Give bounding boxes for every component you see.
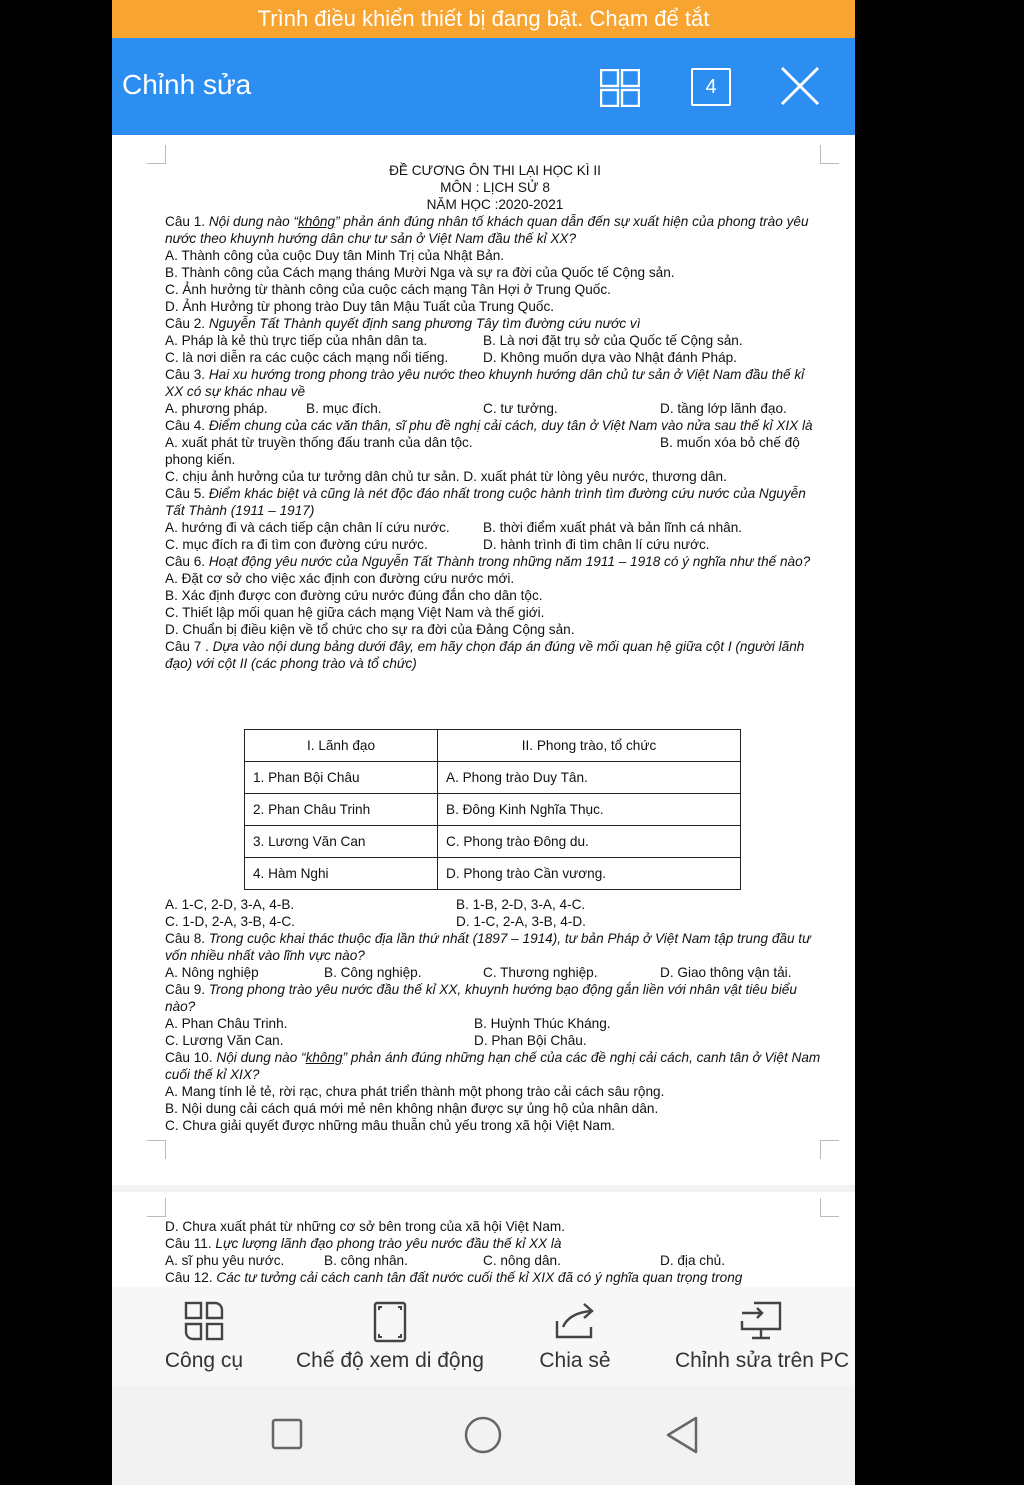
question-label: Câu 10.: [165, 1050, 213, 1065]
document-text: [165, 162, 825, 672]
question-11: [165, 1235, 825, 1252]
answer: D. Phan Bội Châu.: [474, 1033, 587, 1048]
answer-row: [165, 349, 825, 366]
share-icon: [553, 1301, 597, 1341]
question-2: [165, 315, 825, 332]
table-cell: A. Phong trào Duy Tân.: [438, 762, 741, 794]
question-text: Nội dung nào “: [205, 214, 299, 229]
edit-on-pc-button[interactable]: [672, 1287, 852, 1385]
question-text: ” phản ánh đúng những hạn chế của các đề nghị cải cách, canh tân ở Việt Nam cuối thế kỉ XIX?: [165, 1050, 821, 1082]
question-text: Hoạt động yêu nước của Nguyễn Tất Thành trong những năm 1911 – 1918 có ý nghĩa như thế nào?: [205, 554, 811, 569]
answer: A. Đặt cơ sở cho việc xác định con đường cứu nước mới.: [165, 571, 515, 586]
answer-row: [165, 964, 825, 981]
table-cell: 1. Phan Bội Châu: [245, 762, 438, 794]
answer: B. Công nghiệp.: [324, 965, 422, 980]
mobile-view-icon: [373, 1301, 407, 1343]
question-text: Điểm chung của các văn thân, sĩ phu đề nghị cải cách, duy tân ở Việt Nam vào nửa sau thế kỉ XIX là: [205, 418, 813, 433]
question-6: [165, 553, 825, 570]
answer: C. Thiết lập mối quan hệ giữa cách mạng Việt Nam và thế giới.: [165, 605, 545, 620]
app-bar: [112, 38, 855, 135]
table-header-cell: II. Phong trào, tổ chức: [438, 730, 741, 762]
table-cell: 4. Hàm Nghi: [245, 858, 438, 890]
answer: A. xuất phát từ truyền thống đấu tranh của dân tộc.: [165, 435, 473, 450]
table-cell: D. Phong trào Cần vương.: [438, 858, 741, 890]
close-icon[interactable]: [780, 66, 820, 106]
answer: B. Là nơi đặt trụ sở của Quốc tế Cộng sản.: [483, 333, 743, 348]
question-9: [165, 981, 825, 1015]
answer: C. Ảnh hưởng từ thành công của cuộc cách mạng Tân Hợi ở Trung Quốc.: [165, 282, 611, 297]
answer-row: [165, 1032, 825, 1049]
question-label: Câu 6.: [165, 554, 206, 569]
edit-on-pc-icon: [740, 1301, 782, 1341]
answer: C. nông dân.: [483, 1253, 561, 1268]
back-icon[interactable]: [665, 1415, 699, 1455]
phone-screen: [112, 0, 855, 1485]
answer: C. là nơi diễn ra các cuộc cách mạng nổi tiếng.: [165, 350, 449, 365]
question-label: Câu 8.: [165, 931, 206, 946]
question-label: Câu 3.: [165, 367, 206, 382]
answer: A. Pháp là kẻ thù trực tiếp của nhân dân ta.: [165, 333, 428, 348]
driver-notification-banner[interactable]: Trình điều khiển thiết bị đang bật. Chạm để tắt: [112, 0, 855, 38]
recent-apps-icon[interactable]: [271, 1418, 303, 1450]
answer: phong kiến.: [165, 452, 236, 467]
answer: D. hành trình đi tìm chân lí cứu nước.: [483, 537, 710, 552]
answer: C. Thương nghiệp.: [483, 965, 598, 980]
answer: B. muốn xóa bỏ chế độ: [660, 435, 800, 450]
answer: B. Thành công của Cách mạng tháng Mười Nga và sự ra đời của Quốc tế Cộng sản.: [165, 265, 675, 280]
document-page-2: [112, 1192, 855, 1287]
page-corner-mark: [147, 145, 166, 164]
answer-row: [165, 896, 825, 913]
edit-on-pc-label: Chỉnh sửa trên PC: [675, 1349, 849, 1372]
share-button[interactable]: [530, 1287, 620, 1385]
answer: D. Chuẩn bị điều kiện về tổ chức cho sự ra đời của Đảng Cộng sản.: [165, 622, 575, 637]
answer: D. Không muốn dựa vào Nhật đánh Pháp.: [483, 350, 737, 365]
answer: B. 1-B, 2-D, 3-A, 4-C.: [456, 897, 586, 912]
answer: B. mục đích.: [306, 401, 382, 416]
answer: C. tư tưởng.: [483, 401, 558, 416]
doc-subject: MÔN : LỊCH SỬ 8: [440, 180, 550, 195]
question-label: Câu 12.: [165, 1270, 213, 1285]
answer: C. chịu ảnh hưởng của tư tưởng dân chủ tư sản. D. xuất phát từ lòng yêu nước, thương dân.: [165, 469, 727, 484]
document-text-page-2: [165, 1218, 825, 1286]
page-corner-mark: [147, 1198, 166, 1217]
answer: A. phương pháp.: [165, 401, 268, 416]
leader-movement-table: [244, 729, 741, 890]
answer: C. mục đích ra đi tìm con đường cứu nước.: [165, 537, 428, 552]
question-text: Các tư tưởng cải cách canh tân đất nước cuối thế kỉ XIX đã có ý nghĩa quan trọng trong: [212, 1270, 743, 1285]
answer: D. Chưa xuất phát từ những cơ sở bên trong của xã hội Việt Nam.: [165, 1219, 566, 1234]
answer: B. Huỳnh Thúc Kháng.: [474, 1016, 611, 1031]
answer-row: [165, 913, 825, 930]
question-12: [165, 1269, 825, 1286]
answer: D. địa chủ.: [660, 1253, 725, 1268]
table-row: [245, 762, 741, 794]
question-1: [165, 213, 825, 247]
answer-row: [165, 1015, 825, 1032]
question-label: Câu 5.: [165, 486, 206, 501]
table-header-cell: I. Lãnh đạo: [245, 730, 438, 762]
answer: D. Ảnh Hưởng từ phong trào Duy tân Mậu Tuất của Trung Quốc.: [165, 299, 555, 314]
answer: B. công nhân.: [324, 1253, 408, 1268]
document-page-1: [112, 135, 855, 1185]
question-label: Câu 7 .: [165, 639, 209, 654]
page-corner-mark: [147, 1140, 166, 1159]
question-label: Câu 4.: [165, 418, 206, 433]
question-text: Điểm khác biệt và cũng là nét độc đáo nhất trong cuộc hành trình tìm đường cứu nước của Nguyễn Tất Thành (1911 – 1917): [165, 486, 806, 518]
page-corner-mark: [820, 1198, 839, 1217]
question-label: Câu 9.: [165, 982, 206, 997]
answer: C. Chưa giải quyết được những mâu thuẫn chủ yếu trong xã hội Việt Nam.: [165, 1118, 616, 1133]
question-text-underlined: không: [298, 214, 336, 229]
answer: A. hướng đi và cách tiếp cận chân lí cứu nước.: [165, 520, 450, 535]
question-text: Trong cuộc khai thác thuộc địa lần thứ nhất (1897 – 1914), tư bản Pháp ở Việt Nam tập trung đầu tư vốn nhiều nhất vào lĩnh vực nào?: [165, 931, 811, 963]
table-cell: C. Phong trào Đông du.: [438, 826, 741, 858]
answer-row: [165, 332, 825, 349]
bottom-toolbar: [112, 1287, 855, 1385]
answer: C. Lương Văn Can.: [165, 1033, 284, 1048]
answer: A. Thành công của cuộc Duy tân Minh Trị của Nhật Bản.: [165, 248, 505, 263]
answer: D. tầng lớp lãnh đạo.: [660, 401, 787, 416]
question-8: [165, 930, 825, 964]
table-cell: 2. Phan Châu Trinh: [245, 794, 438, 826]
answer: D. 1-C, 2-A, 3-B, 4-D.: [456, 914, 586, 929]
table-row: [245, 826, 741, 858]
answer: A. sĩ phu yêu nước.: [165, 1253, 285, 1268]
question-label: Câu 1.: [165, 214, 206, 229]
question-text: Nguyễn Tất Thành quyết định sang phương Tây tìm đường cứu nước vì: [205, 316, 641, 331]
page-corner-mark: [820, 1140, 839, 1159]
answer-row: [165, 434, 825, 451]
table-cell: B. Đông Kinh Nghĩa Thục.: [438, 794, 741, 826]
answer: D. Giao thông vận tải.: [660, 965, 792, 980]
answer-row: [165, 1252, 825, 1269]
question-3: [165, 366, 825, 400]
question-7: [165, 638, 825, 672]
answer-row: [165, 519, 825, 536]
question-text: Lực lượng lãnh đạo phong trào yêu nước đầu thế kỉ XX là: [211, 1236, 562, 1251]
answer-row: [165, 536, 825, 553]
android-nav-bar: [112, 1385, 855, 1485]
answer: A. Nông nghiệp: [165, 965, 259, 980]
question-text: Hai xu hướng trong phong trào yêu nước theo khuynh hướng dân chủ tư sản ở Việt Nam đầu thế kỉ XX có sự khác nhau về: [165, 367, 805, 399]
question-text: Nội dung nào “: [212, 1050, 306, 1065]
question-4: [165, 417, 825, 434]
table-header-row: [245, 730, 741, 762]
home-icon[interactable]: [463, 1415, 503, 1455]
tools-label: Công cụ: [164, 1349, 244, 1372]
answer: A. Mang tính lẻ tẻ, rời rạc, chưa phát triển thành một phong trào cải cách sâu rộng.: [165, 1084, 665, 1099]
answer-row: [165, 400, 825, 417]
question-text: Trong phong trào yêu nước đầu thế kỉ XX, khuynh hướng bạo động gắn liền với nhân vật tiêu biểu nào?: [165, 982, 797, 1014]
answer: B. Nội dung cải cách quá mới mẻ nên không nhận được sự ủng hộ của nhân dân.: [165, 1101, 659, 1116]
answer: A. Phan Châu Trinh.: [165, 1016, 288, 1031]
question-10: [165, 1049, 825, 1083]
table-cell: 3. Lương Văn Can: [245, 826, 438, 858]
table-row: [245, 794, 741, 826]
answer: C. 1-D, 2-A, 3-B, 4-C.: [165, 914, 295, 929]
question-label: Câu 2.: [165, 316, 206, 331]
page-count-button[interactable]: 4: [691, 68, 731, 106]
app-bar-title: Chỉnh sửa: [122, 69, 252, 100]
table-row: [245, 858, 741, 890]
doc-title: ĐỀ CƯƠNG ÔN THI LẠI HỌC KÌ II: [389, 163, 601, 178]
tools-icon: [184, 1301, 224, 1341]
share-label: Chia sẻ: [539, 1349, 611, 1372]
answer: B. thời điểm xuất phát và bản lĩnh cá nhân.: [483, 520, 743, 535]
doc-year: NĂM HỌC :2020-2021: [426, 197, 564, 212]
question-5: [165, 485, 825, 519]
answer: B. Xác định được con đường cứu nước đúng đắn cho dân tộc.: [165, 588, 543, 603]
question-text: Dựa vào nội dung bảng dưới đây, em hãy chọn đáp án đúng về mối quan hệ giữa cột I (người lãnh đạo) với cột II (các phong trào và tổ chức): [165, 639, 805, 671]
tools-button[interactable]: [152, 1287, 256, 1385]
answer: A. 1-C, 2-D, 3-A, 4-B.: [165, 897, 295, 912]
question-label: Câu 11.: [165, 1236, 212, 1251]
grid-view-icon[interactable]: [600, 69, 640, 107]
document-text-continued: [165, 896, 825, 1134]
mobile-view-button[interactable]: [290, 1287, 490, 1385]
mobile-view-label: Chế độ xem di động: [296, 1349, 484, 1372]
question-text-underlined: không: [305, 1050, 343, 1065]
question-text: ” phản ánh đúng nhân tố khách quan dẫn đến sự xuất hiện của phong trào yêu nước theo khuynh hướng dân chư tư sản ở Việt Nam đầu thế kỉ XX?: [165, 214, 809, 246]
